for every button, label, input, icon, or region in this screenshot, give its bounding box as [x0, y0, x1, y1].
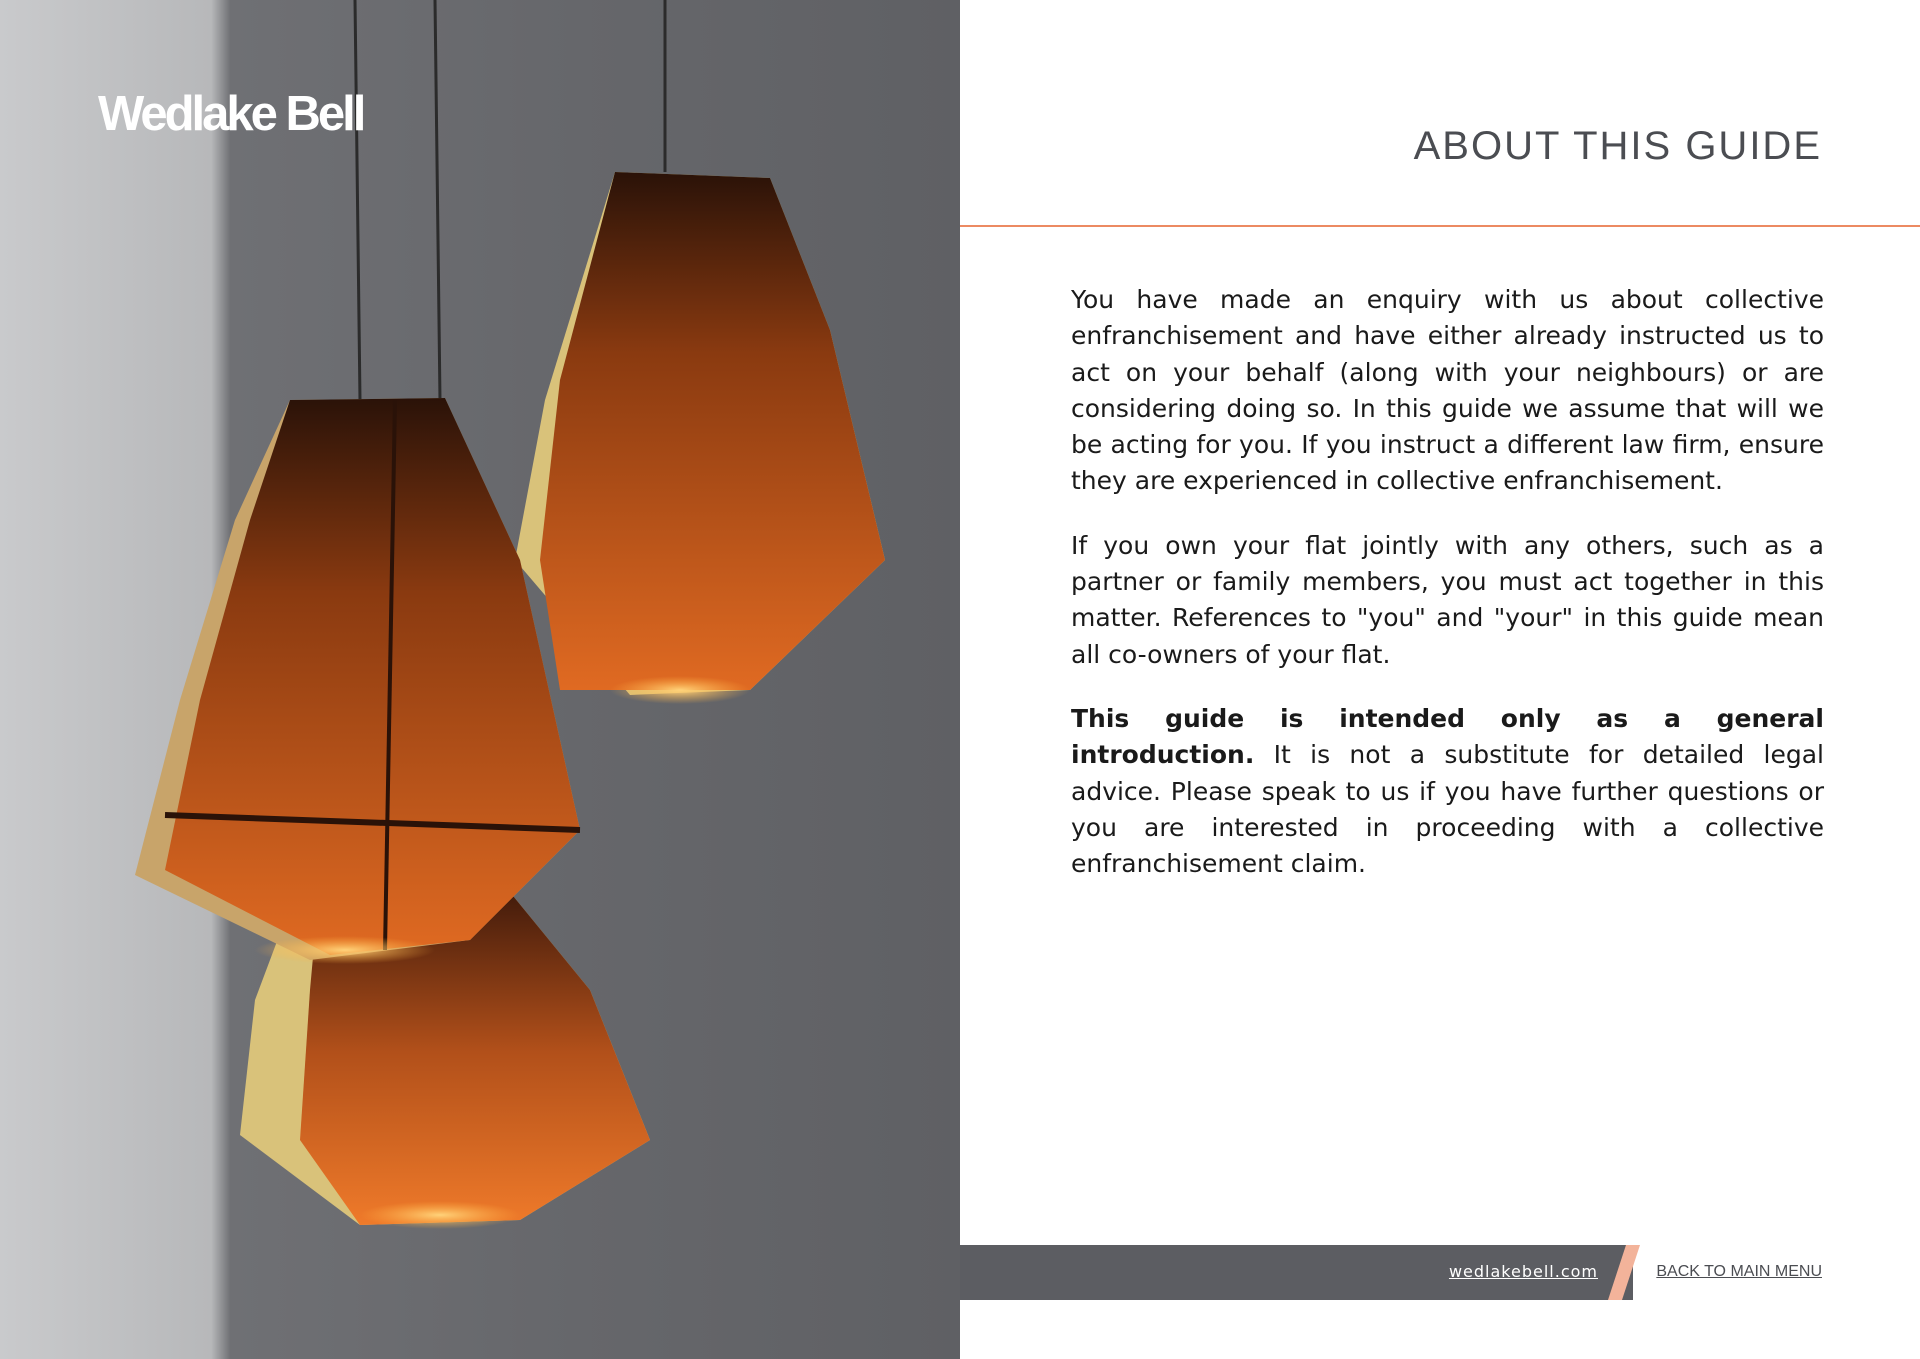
title-divider [960, 225, 1920, 227]
disclaimer-bold-text: This guide is intended only as a general introduction. [1071, 703, 1824, 770]
brand-logo: Wedlake Bell [98, 87, 364, 141]
disclaimer-text: It is not a substitute for detailed legal advice. Please speak to us if you have further questions or you are interested in proceeding with a collective enfranchisement claim. [1071, 740, 1824, 879]
website-link[interactable]: wedlakebell.com [1448, 1262, 1598, 1281]
intro-paragraph-2: If you own your flat jointly with any others, such as a partner or family members, you must act together in this matter. References to "you" and "your" in this guide mean all co-owners of your flat. [1071, 530, 1824, 669]
page-title: ABOUT THIS GUIDE [1413, 124, 1822, 168]
back-to-main-menu-link[interactable]: BACK TO MAIN MENU [1656, 1263, 1822, 1280]
intro-paragraph-1: You have made an enquiry with us about collective enfranchisement and have either already instructed us to act on your behalf (along with your neighbours) or are considering doing so. In this guide we assume that will we be acting for you. If you instruct a different law firm, ensure they are experienced in collective enfranchisement. [1071, 285, 1824, 496]
intro-paragraph-3 [1071, 701, 1824, 882]
guide-intro-text [1071, 282, 1824, 910]
slash-divider-icon [1608, 1245, 1644, 1300]
